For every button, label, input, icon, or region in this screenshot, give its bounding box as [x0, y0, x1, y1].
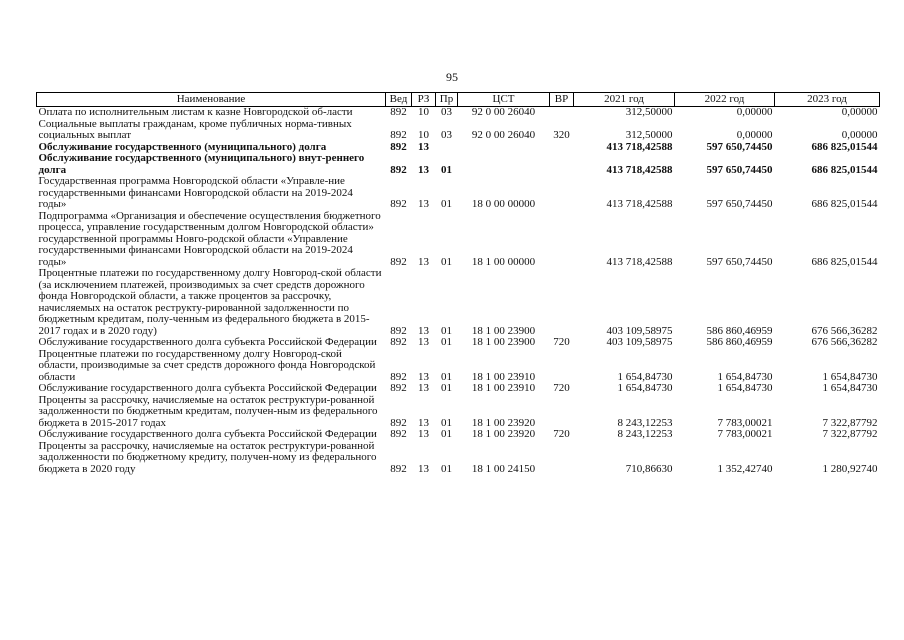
row-name: Обслуживание государственного долга субъекта Российской Федерации	[38, 428, 377, 440]
row-ved: 892	[390, 370, 407, 383]
table-row	[37, 429, 880, 441]
header-name: Наименование	[37, 93, 386, 107]
row-ved: 892	[390, 416, 407, 429]
row-rz: 13	[418, 382, 429, 394]
row-name: Обслуживание государственного (муниципального) внут-реннего долга	[38, 152, 365, 176]
row-vr	[550, 153, 574, 176]
row-value-2022: 597 650,74450	[706, 255, 773, 268]
row-value-2023: 686 825,01544	[811, 163, 878, 176]
table-header-row	[37, 93, 880, 107]
row-pr: 01	[441, 255, 452, 268]
row-vr: 720	[553, 428, 570, 440]
row-cst: 18 1 00 24150	[471, 462, 536, 475]
row-value-2022: 597 650,74450	[706, 140, 773, 153]
row-value-2021: 413 718,42588	[606, 140, 673, 153]
row-rz: 13	[418, 336, 429, 348]
row-value-2022: 597 650,74450	[706, 198, 773, 210]
row-ved: 892	[390, 336, 407, 348]
header-cst: ЦСТ	[458, 93, 550, 107]
row-pr: 01	[441, 324, 452, 337]
header-pr: Пр	[436, 93, 458, 107]
row-value-2021: 403 109,58975	[606, 336, 673, 348]
header-vr: ВР	[550, 93, 574, 107]
row-name: Обслуживание государственного (муниципального) долга	[38, 140, 327, 153]
row-vr: 720	[553, 336, 570, 348]
row-pr	[436, 142, 458, 154]
row-pr: 01	[441, 163, 452, 176]
row-value-2023: 0,00000	[841, 129, 878, 141]
row-name: Обслуживание государственного долга субъекта Российской Федерации	[38, 336, 377, 348]
row-value-2021: 312,50000	[625, 129, 673, 141]
row-value-2022: 0,00000	[736, 129, 773, 141]
row-rz: 13	[418, 324, 429, 337]
row-cst: 92 0 00 26040	[471, 129, 536, 141]
row-pr: 01	[441, 198, 452, 210]
row-name: Процентные платежи по государственному долгу Новгород-ской области, производимые за счет средств дорожного фонда Новгородской области	[38, 347, 376, 383]
row-ved: 892	[390, 163, 407, 176]
row-cst: 18 1 00 23900	[471, 324, 536, 337]
row-vr	[550, 211, 574, 269]
row-value-2023: 1 654,84730	[822, 382, 878, 394]
table-row	[37, 441, 880, 476]
row-value-2023: 676 566,36282	[811, 336, 878, 348]
header-2022: 2022 год	[675, 93, 775, 107]
row-name: Проценты за рассрочку, начисляемые на остаток реструктури-рованной задолженности по бюджетному кредиту, получен-ному из федерального бюджета в 2020 году	[38, 439, 377, 475]
row-rz: 13	[418, 163, 429, 176]
row-ved: 892	[390, 382, 407, 394]
row-pr: 03	[441, 129, 452, 141]
row-ved: 892	[390, 462, 407, 475]
row-value-2023: 7 322,87792	[822, 428, 878, 440]
row-cst: 18 1 00 23910	[471, 370, 536, 383]
row-value-2021: 1 654,84730	[617, 382, 673, 394]
row-ved: 892	[390, 198, 407, 210]
row-cst: 18 1 00 00000	[471, 255, 536, 268]
row-rz: 13	[418, 198, 429, 210]
budget-table	[36, 92, 880, 475]
row-value-2022: 0,00000	[736, 106, 773, 118]
row-vr	[550, 107, 574, 119]
row-ved: 892	[390, 140, 407, 153]
row-vr: 320	[553, 129, 570, 141]
row-value-2023: 0,00000	[841, 106, 878, 118]
row-vr	[550, 268, 574, 337]
row-name: Процентные платежи по государственному долгу Новгород-ской области (за исключением платежей, производимых за счет средств дорожного фонда Новгородской области, а также процентов за рассрочку, начисляемых на остаток реструкту-рированной задолженности по бюджетным кредитам, полу-ченным из федерального бюджета в 2015-2017 годах и в 2020 году)	[38, 267, 382, 337]
table-row	[37, 119, 880, 142]
row-cst: 18 1 00 23900	[471, 336, 536, 348]
row-value-2022: 597 650,74450	[706, 163, 773, 176]
row-cst: 92 0 00 26040	[471, 106, 536, 118]
row-vr	[550, 349, 574, 384]
row-rz: 13	[418, 416, 429, 429]
row-cst: 18 1 00 23910	[471, 382, 536, 394]
row-cst	[458, 142, 550, 154]
row-rz: 13	[418, 428, 429, 440]
row-value-2022: 7 783,00021	[717, 428, 773, 440]
row-rz: 10	[418, 129, 429, 141]
row-value-2022: 586 860,46959	[706, 324, 773, 337]
row-ved: 892	[390, 428, 407, 440]
row-ved: 892	[390, 324, 407, 337]
row-value-2021: 1 654,84730	[617, 370, 673, 383]
row-value-2022: 7 783,00021	[717, 416, 773, 429]
row-value-2023: 686 825,01544	[811, 198, 878, 210]
row-rz: 13	[418, 370, 429, 383]
page-number: 95	[446, 70, 458, 84]
table-row	[37, 349, 880, 384]
row-value-2023: 7 322,87792	[822, 416, 878, 429]
row-rz: 13	[418, 140, 429, 153]
table-body	[37, 107, 880, 476]
row-value-2021: 8 243,12253	[617, 428, 673, 440]
row-vr	[550, 176, 574, 211]
row-vr: 720	[553, 382, 570, 394]
row-name: Социальные выплаты гражданам, кроме публичных норма-тивных социальных выплат	[38, 117, 352, 141]
header-ved: Вед	[386, 93, 412, 107]
row-value-2022: 1 654,84730	[717, 382, 773, 394]
row-value-2021: 710,86630	[625, 462, 673, 475]
row-vr	[550, 441, 574, 476]
row-name: Подпрограмма «Организация и обеспечение осуществления бюджетного процесса, управление государственным долгом Новгородской области» государственной программы Новго-родской области «Управление государственными финансами Новгородской области на 2019-2024 годы»	[38, 209, 381, 268]
row-cst	[458, 153, 550, 176]
row-cst: 18 1 00 23920	[471, 416, 536, 429]
row-pr: 01	[441, 370, 452, 383]
row-name: Оплата по исполнительным листам к казне Новгородской об-ласти	[38, 106, 353, 118]
row-name: Обслуживание государственного долга субъекта Российской Федерации	[38, 382, 377, 394]
row-ved: 892	[390, 255, 407, 268]
header-rz: РЗ	[412, 93, 436, 107]
row-rz: 10	[418, 106, 429, 118]
table-row	[37, 107, 880, 119]
row-rz: 13	[418, 255, 429, 268]
header-2023: 2023 год	[775, 93, 880, 107]
row-value-2021: 312,50000	[625, 106, 673, 118]
row-cst: 18 1 00 23920	[471, 428, 536, 440]
row-value-2021: 8 243,12253	[617, 416, 673, 429]
row-pr: 01	[441, 462, 452, 475]
row-value-2023: 1 280,92740	[822, 462, 878, 475]
row-value-2021: 413 718,42588	[606, 198, 673, 210]
row-value-2021: 413 718,42588	[606, 163, 673, 176]
table-row	[37, 383, 880, 395]
row-value-2023: 686 825,01544	[811, 255, 878, 268]
row-value-2022: 586 860,46959	[706, 336, 773, 348]
row-value-2023: 676 566,36282	[811, 324, 878, 337]
row-value-2023: 686 825,01544	[811, 140, 878, 153]
row-value-2021: 413 718,42588	[606, 255, 673, 268]
row-name: Государственная программа Новгородской области «Управле-ние государственными финансами Новгородской области на 2019-2024 годы»	[38, 175, 353, 210]
header-2021: 2021 год	[574, 93, 675, 107]
row-value-2022: 1 352,42740	[717, 462, 773, 475]
row-value-2021: 403 109,58975	[606, 324, 673, 337]
table-row	[37, 268, 880, 337]
row-vr	[550, 395, 574, 430]
row-pr: 01	[441, 382, 452, 394]
row-cst: 18 0 00 00000	[471, 198, 536, 210]
row-pr: 01	[441, 336, 452, 348]
table-row	[37, 176, 880, 211]
row-pr: 01	[441, 428, 452, 440]
table-row	[37, 337, 880, 349]
row-rz: 13	[418, 462, 429, 475]
row-name: Проценты за рассрочку, начисляемые на остаток реструктури-рованной задолженности по бюджетным кредитам, получен-ным из федерального бюджета в 2015-2017 годах	[38, 393, 378, 429]
row-pr: 01	[441, 416, 452, 429]
row-value-2023: 1 654,84730	[822, 370, 878, 383]
row-ved: 892	[390, 129, 407, 141]
table-row	[37, 395, 880, 430]
row-pr: 03	[441, 106, 452, 118]
table-row	[37, 211, 880, 269]
row-ved: 892	[390, 106, 407, 118]
row-vr	[550, 142, 574, 154]
table-row	[37, 153, 880, 176]
row-value-2022: 1 654,84730	[717, 370, 773, 383]
